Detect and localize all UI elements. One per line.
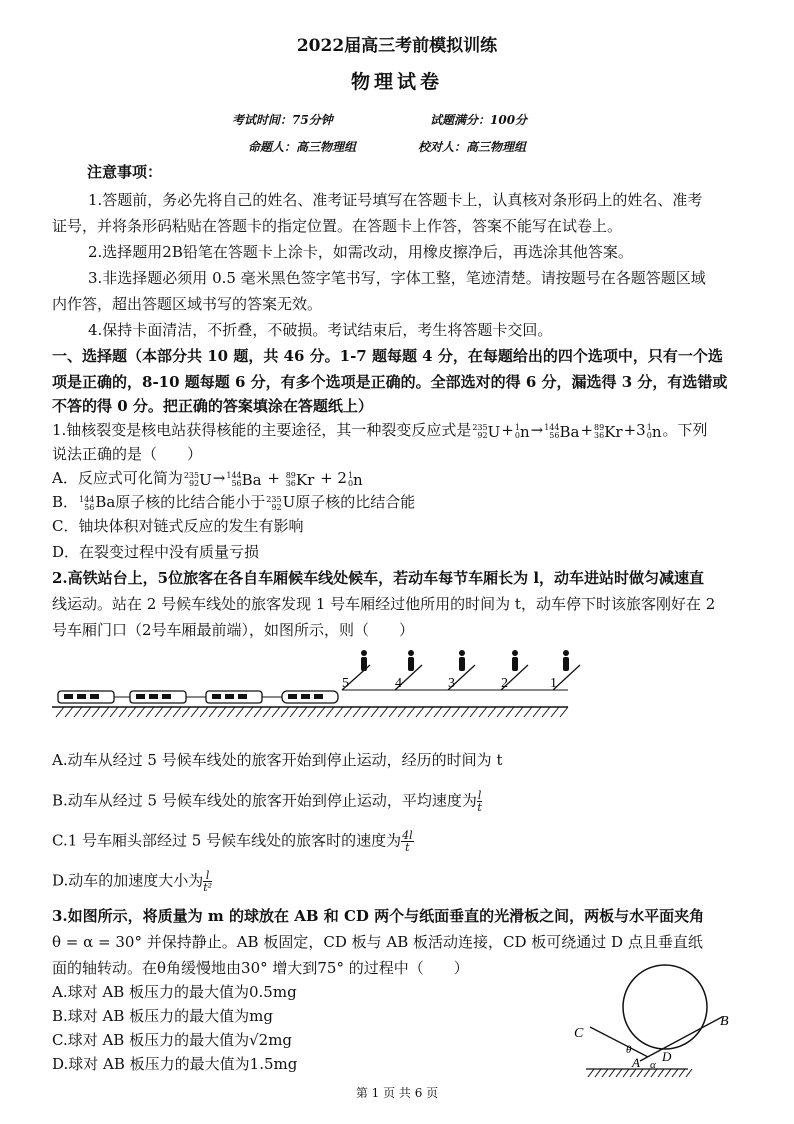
ground-hatch	[425, 707, 433, 717]
label-a: A	[632, 1055, 640, 1070]
ground-hatch	[164, 707, 172, 717]
waiting-line-label: 1	[550, 676, 557, 691]
q1-option-c: C．铀块体积对链式反应的发生有影响	[52, 517, 304, 535]
ground-hatch	[92, 707, 100, 717]
ground-hatch	[380, 707, 388, 717]
passenger-icon	[512, 650, 518, 671]
exam-subtitle: 物理试卷	[350, 71, 443, 93]
ground-hatch	[281, 707, 289, 717]
passenger-icon	[459, 650, 465, 671]
ground-hatch	[110, 707, 118, 717]
ground-hatch	[155, 707, 163, 717]
ground-hatch	[317, 707, 325, 717]
label-d: D	[662, 1049, 672, 1064]
q1-stem-text-b: 。下列	[662, 421, 708, 439]
q1-stem: 1.铀核裂变是核电站获得核能的主要途径，其一种裂变反应式是 235 92 U+ 1 0 n→ 144 56 Ba+ 89 36 Kr+3 1 0 n。下列	[52, 421, 708, 441]
ground-hatch	[686, 1069, 692, 1077]
q1-option-b: B． 144 56 Ba原子核的比结合能小于 235 92 U原子核的比结合能	[52, 493, 416, 512]
waiting-line-label: 4	[395, 676, 402, 691]
q3-board-figure	[570, 965, 750, 1080]
ground-hatch	[637, 1069, 643, 1077]
page-number: 第 1 页 共 6 页	[355, 1086, 439, 1100]
ground-hatch	[236, 707, 244, 717]
q2-option-c: C.1 号车厢头部经过 5 号候车线处的旅客时的速度为 $\frac{4l}{t}$	[52, 829, 413, 854]
q3-stem-line-2: θ = α = 30° 并保持静止。AB 板固定，CD 板与 AB 板活动连接，CD 板可绕通过 D 点且垂直纸	[52, 933, 703, 951]
section-1-line-2: 项是正确的，8-10 题每题 6 分，有多个选项是正确的。全部选对的得 6 分，漏选得 3 分，有选错或	[52, 373, 728, 391]
notice-item-2: 2.选择题用2B铅笔在答题卡上涂卡，如需改动，用橡皮擦净后，再选涂其他答案。	[88, 243, 633, 261]
ground-hatch	[245, 707, 253, 717]
ground-hatch	[616, 1069, 622, 1077]
label-theta: θ	[626, 1044, 632, 1056]
ground-hatch	[416, 707, 424, 717]
ground-hatch	[173, 707, 181, 717]
ground-hatch	[353, 707, 361, 717]
exam-time: 考试时间：75分钟	[232, 113, 333, 127]
ground-hatch	[515, 707, 523, 717]
ground-hatch	[470, 707, 478, 717]
ground-hatch	[83, 707, 91, 717]
q1-option-b-text: Ba原子核的比结合能小于	[95, 493, 266, 511]
notice-item-1-line-2: 证号，并将条形码粘贴在答题卡的指定位置。在答题卡上作答，答案不能写在试卷上。	[52, 217, 623, 235]
q1-option-b-prefix: B．	[52, 493, 79, 511]
q1-option-a-prefix: A．反应式可化简为	[52, 469, 183, 487]
train-car	[130, 691, 186, 703]
label-alpha: α	[650, 1059, 656, 1071]
ground-hatch	[227, 707, 235, 717]
ground-hatch	[326, 707, 334, 717]
kr89-nuclide: 89 36 Kr	[594, 422, 623, 441]
ground-hatch	[254, 707, 262, 717]
ground-hatch	[389, 707, 397, 717]
ground-hatch	[362, 707, 370, 717]
train-car	[206, 691, 262, 703]
train-car	[58, 691, 114, 703]
ground-hatch	[602, 1069, 608, 1077]
notice-heading: 注意事项：	[87, 163, 163, 181]
setter: 命题人：高三物理组	[248, 140, 357, 154]
ground-hatch	[137, 707, 145, 717]
q1-option-d: D．在裂变过程中没有质量亏损	[52, 543, 260, 561]
q2-stem-line-1: 2.高铁站台上，5位旅客在各自车厢候车线处候车，若动车每节车厢长为 l，动车进站时做匀减速直	[52, 569, 705, 587]
fraction: $\frac{4l}{t}$	[402, 829, 413, 854]
ground-hatch	[191, 707, 199, 717]
ground-hatch	[263, 707, 271, 717]
ground-hatch	[679, 1069, 685, 1077]
board-cd	[590, 1027, 648, 1057]
ground-hatch	[128, 707, 136, 717]
ground-hatch	[665, 1069, 671, 1077]
q2-option-b: B.动车从经过 5 号候车线处的旅客开始到停止运动，平均速度为 $\frac{l}{t}$	[52, 789, 482, 814]
ground-hatch	[434, 707, 442, 717]
q3-stem-line-1: 3.如图所示，将质量为 m 的球放在 AB 和 CD 两个与纸面垂直的光滑板之间，两板与水平面夹角	[52, 907, 705, 925]
ground-hatch	[609, 1069, 615, 1077]
q3-option-c: C.球对 AB 板压力的最大值为√2mg	[52, 1031, 293, 1049]
ground-hatch	[218, 707, 226, 717]
ground-hatch	[398, 707, 406, 717]
ground-hatch	[443, 707, 451, 717]
waiting-line-label: 5	[342, 676, 349, 691]
q2-stem-line-3: 号车厢门口（2号车厢最前端），如图所示，则（ ）	[52, 621, 415, 639]
q3-option-a: A.球对 AB 板压力的最大值为0.5mg	[52, 983, 297, 1001]
waiting-line-label: 3	[448, 676, 455, 691]
ground-hatch	[524, 707, 532, 717]
exam-title: 2022届高三考前模拟训练	[296, 36, 498, 56]
waiting-line-label: 2	[501, 676, 508, 691]
ground-hatch	[595, 1069, 601, 1077]
ground-hatch	[488, 707, 496, 717]
ground-hatch	[479, 707, 487, 717]
ground-hatch	[272, 707, 280, 717]
passenger-icon	[563, 650, 569, 671]
q2-option-a: A.动车从经过 5 号候车线处的旅客开始到停止运动，经历的时间为 t	[52, 751, 503, 769]
ground-hatch	[623, 1069, 629, 1077]
ground-hatch	[551, 707, 559, 717]
ground-hatch	[74, 707, 82, 717]
fraction: $\frac{l}{\text{t²}}$	[203, 869, 213, 894]
ground-hatch	[299, 707, 307, 717]
q2-stem-line-2: 线运动。站在 2 号候车线处的旅客发现 1 号车厢经过他所用的时间为 t，动车停下时该旅客刚好在 2	[52, 595, 716, 613]
q1-option-b-tail: U原子核的比结合能	[282, 493, 416, 511]
passenger-icon	[408, 650, 414, 671]
train-car	[282, 691, 338, 703]
q1-stem-text-a: 1.铀核裂变是核电站获得核能的主要途径，其一种裂变反应式是	[52, 421, 472, 439]
ground-hatch	[344, 707, 352, 717]
q3-stem-line-3: 面的轴转动。在θ角缓慢地由30° 增大到75° 的过程中（ ）	[52, 959, 469, 977]
ground-hatch	[209, 707, 217, 717]
ground-hatch	[630, 1069, 636, 1077]
section-1-line-1: 一、选择题（本部分共 10 题，共 46 分。1-7 题每题 4 分，在每题给出的四个选项中，只有一个选	[52, 347, 723, 365]
u235-nuclide: 235 92 U	[472, 422, 501, 441]
ground-hatch	[200, 707, 208, 717]
ground-hatch	[560, 707, 568, 717]
neutron-nuclide: 1 0 n	[514, 422, 530, 441]
ba144-nuclide: 144 56 Ba	[544, 422, 580, 441]
q1-option-a: A．反应式可化简为 235 92 U→ 144 56 Ba + 89 36 Kr + 2 1 0 n	[52, 469, 363, 489]
ground-hatch	[56, 707, 64, 717]
ground-hatch	[101, 707, 109, 717]
ground-hatch	[119, 707, 127, 717]
ground-hatch	[290, 707, 298, 717]
q3-option-d: D.球对 AB 板压力的最大值为1.5mg	[52, 1055, 298, 1073]
ground-hatch	[65, 707, 73, 717]
ground-hatch	[658, 1069, 664, 1077]
ball	[623, 965, 707, 1049]
ground-hatch	[588, 1069, 594, 1077]
ground-hatch	[672, 1069, 678, 1077]
section-1-line-3: 不答的得 0 分。把正确的答案填涂在答题纸上）	[52, 397, 373, 415]
ground-hatch	[407, 707, 415, 717]
ground-hatch	[497, 707, 505, 717]
full-score: 试题满分：100分	[430, 113, 528, 127]
q1-stem-line-2: 说法正确的是（ ）	[52, 445, 203, 463]
label-c: C	[574, 1026, 584, 1041]
neutron-nuclide: 1 0 n	[646, 422, 662, 441]
ground-hatch	[335, 707, 343, 717]
q2-option-d: D.动车的加速度大小为 $\frac{l}{\text{t²}}$	[52, 869, 213, 894]
notice-item-4: 4.保持卡面清洁，不折叠，不破损。考试结束后，考生将答题卡交回。	[88, 321, 553, 339]
checker: 校对人：高三物理组	[418, 140, 527, 154]
notice-item-1-line-1: 1.答题前，务必先将自己的姓名、准考证号填写在答题卡上，认真核对条形码上的姓名、准考	[88, 191, 703, 209]
board-ab	[640, 1017, 722, 1061]
ground-hatch	[182, 707, 190, 717]
ground-hatch	[506, 707, 514, 717]
label-b: B	[720, 1014, 729, 1029]
ground-hatch	[542, 707, 550, 717]
ground-hatch	[308, 707, 316, 717]
ground-hatch	[452, 707, 460, 717]
ground-hatch	[461, 707, 469, 717]
q3-option-b: B.球对 AB 板压力的最大值为mg	[52, 1007, 274, 1025]
passenger-icon	[361, 650, 367, 671]
fraction: $\frac{l}{t}$	[477, 789, 482, 814]
ground-hatch	[371, 707, 379, 717]
notice-item-3-line-2: 内作答，超出答题区域书写的答案无效。	[52, 295, 323, 313]
q2-platform-figure	[50, 645, 570, 730]
notice-item-3-line-1: 3.非选择题必须用 0.5 毫米黑色签字笔书写，字体工整，笔迹清楚。请按题号在各题答题区域	[88, 269, 706, 287]
ground-hatch	[533, 707, 541, 717]
ground-hatch	[146, 707, 154, 717]
